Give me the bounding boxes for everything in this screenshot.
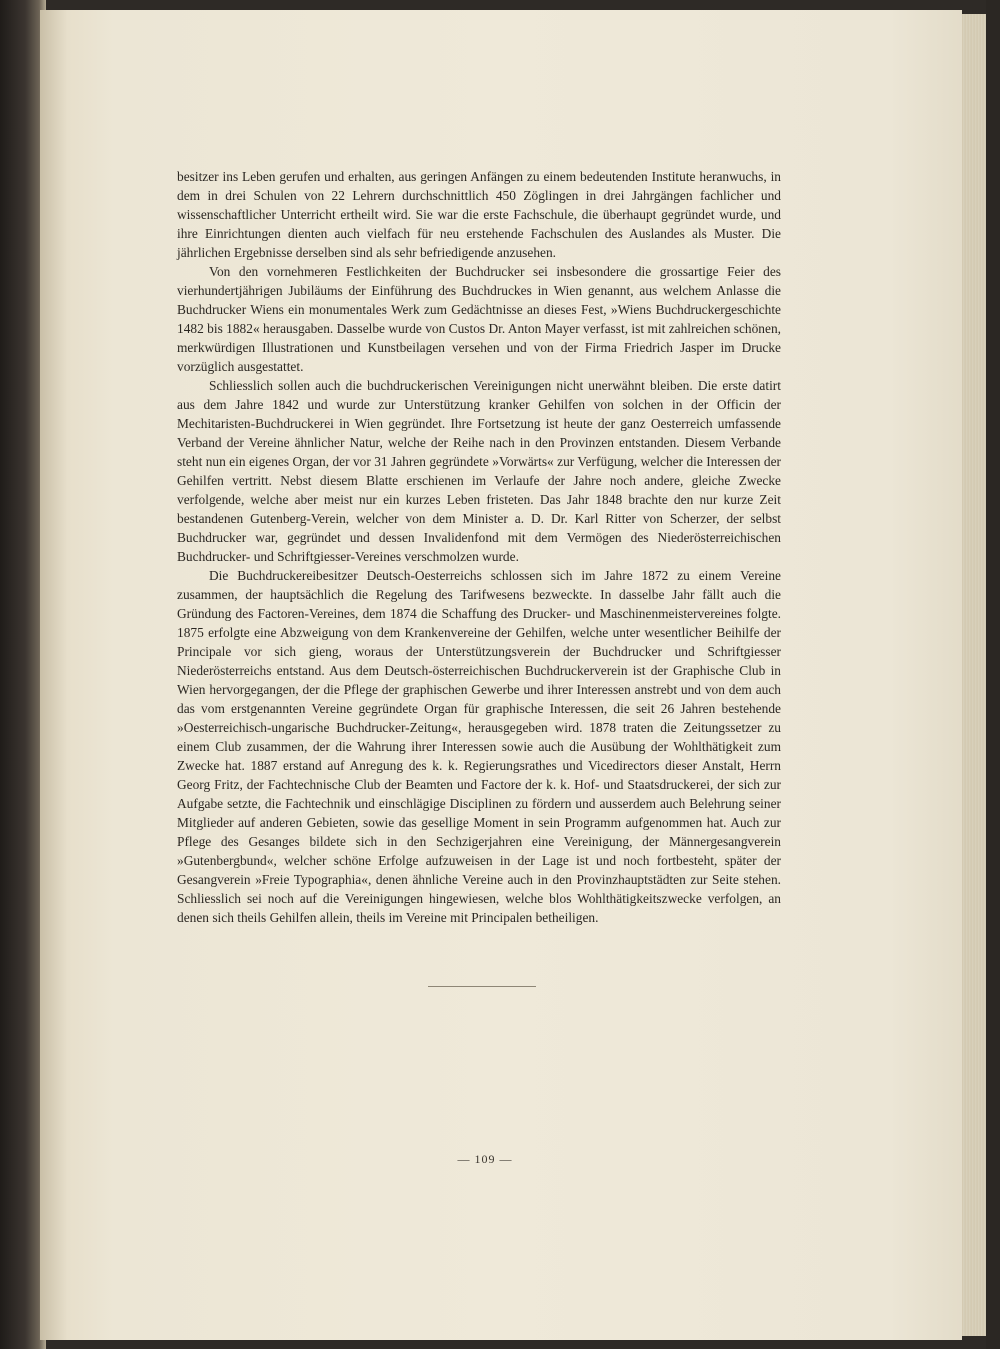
body-text [177, 167, 781, 927]
paragraph-1: besitzer ins Leben gerufen und erhalten, aus geringen Anfängen zu einem bedeutenden Institute heranwuchs, in dem in drei Schulen von 22 Lehrern durchschnittlich 450 Zöglingen in drei Jahrgängen fachlicher und wissenschaftlicher Unterricht ertheilt wird. Sie war die erste Fachschule, die überhaupt gegründet wurde, und ihre Einrichtungen dienten auch vielfach für neu erstehende Fachschulen des Auslandes als Muster. Die jährlichen Ergebnisse derselben sind als sehr befriedigende anzusehen. [177, 169, 781, 260]
section-divider-rule [428, 986, 536, 987]
page-stack-edge [962, 14, 988, 1336]
paragraph-4: Die Buchdruckereibesitzer Deutsch-Oesterreichs schlossen sich im Jahre 1872 zu einem Vereine zusammen, der hauptsächlich die Regelung des Tarifwesens bezweckte. In dasselbe Jahr fällt auch die Gründung des Factoren-Vereines, dem 1874 die Schaffung des Drucker- und Maschinenmeistervereines folgte. 1875 erfolgte eine Abzweigung von dem Krankenvereine der Gehilfen, welche unter wesentlicher Beihilfe der Principale vor sich gieng, woraus der Unterstützungsverein der Buchdrucker und Schriftgiesser Niederösterreichs entstand. Aus dem Deutsch-österreichischen Buchdruckerverein ist der Graphische Club in Wien hervorgegangen, der die Pflege der graphischen Gewerbe und ihrer Interessen anstrebt und von dem auch das vom erstgenannten Vereine gegründete Organ für graphische Interessen, die seit 26 Jahren bestehende »Oesterreichisch-ungarische Buchdrucker-Zeitung«, herausgegeben wird. 1878 traten die Zeitungssetzer zu einem Club zusammen, der die Wahrung ihrer Interessen sowie auch die Ausübung der Wohlthätigkeit zum Zwecke hat. 1887 erstand auf Anregung des k. k. Regierungsrathes und Vicedirectors dieser Anstalt, Herrn Georg Fritz, der Fachtechnische Club der Beamten und Factore der k. k. Hof- und Staatsdruckerei, der sich zur Aufgabe setzte, die Fachtechnik und einschlägige Disciplinen zu fördern und ausserdem auch Belehrung seiner Mitglieder auf anderen Gebieten, sowie das gesellige Moment in sein Programm aufgenommen hat. Auch zur Pflege des Gesanges bildete sich in den Sechzigerjahren eine Vereinigung, der Männergesangverein »Gutenbergbund«, welcher schöne Erfolge aufzuweisen in der Lage ist und noch fortbesteht, später der Gesangverein »Freie Typographia«, denen ähnliche Vereine auch in den Provinzhauptstädten zur Seite stehen. Schliesslich sei noch auf die Vereinigungen hingewiesen, welche blos Wohlthätigkeitszwecke verfolgen, an denen sich theils Gehilfen allein, theils im Vereine mit Principalen betheiligen. [177, 568, 781, 925]
paragraph-2: Von den vornehmeren Festlichkeiten der Buchdrucker sei insbesondere die grossartige Feier des vierhundertjährigen Jubiläums der Einführung des Buchdruckes in Wien genannt, aus welchem Anlasse die Buchdrucker Wiens ein monumentales Werk zum Gedächtnisse an dieses Fest, »Wiens Buchdruckergeschichte 1482 bis 1882« herausgaben. Dasselbe wurde von Custos Dr. Anton Mayer verfasst, ist mit zahlreichen schönen, merkwürdigen Illustrationen und Kunstbeilagen versehen und von der Firma Friedrich Jasper im Drucke vorzüglich ausgestattet. [177, 264, 781, 374]
page-stack-shadow [986, 0, 1000, 1349]
page-number: — 109 — [457, 1152, 513, 1166]
paragraph-3: Schliesslich sollen auch die buchdruckerischen Vereinigungen nicht unerwähnt bleiben. Die erste datirt aus dem Jahre 1842 und wurde zur Unterstützung kranker Gehilfen von solchen in der Officin der Mechitaristen-Buchdruckerei in Wien gegründet. Ihre Fortsetzung ist heute der ganz Oesterreich umfassende Verband der Vereine ähnlicher Natur, welche der Reihe nach in den Provinzen entstanden. Diesem Verbande steht nun ein eigenes Organ, der vor 31 Jahren gegründete »Vorwärts« zur Verfügung, welcher die Interessen der Gehilfen vertritt. Nebst diesem Blatte erschienen im Verlaufe der Jahre noch andere, gleiche Zwecke verfolgende, welche aber meist nur ein kurzes Leben fristeten. Das Jahr 1848 brachte den nur kurze Zeit bestandenen Gutenberg-Verein, welcher von dem Minister a. D. Dr. Karl Ritter von Scherzer, der selbst Buchdrucker war, gegründet und dessen Invalidenfond mit dem Vermögen des Niederösterreichischen Buchdrucker- und Schriftgiesser-Vereines verschmolzen wurde. [177, 378, 781, 564]
